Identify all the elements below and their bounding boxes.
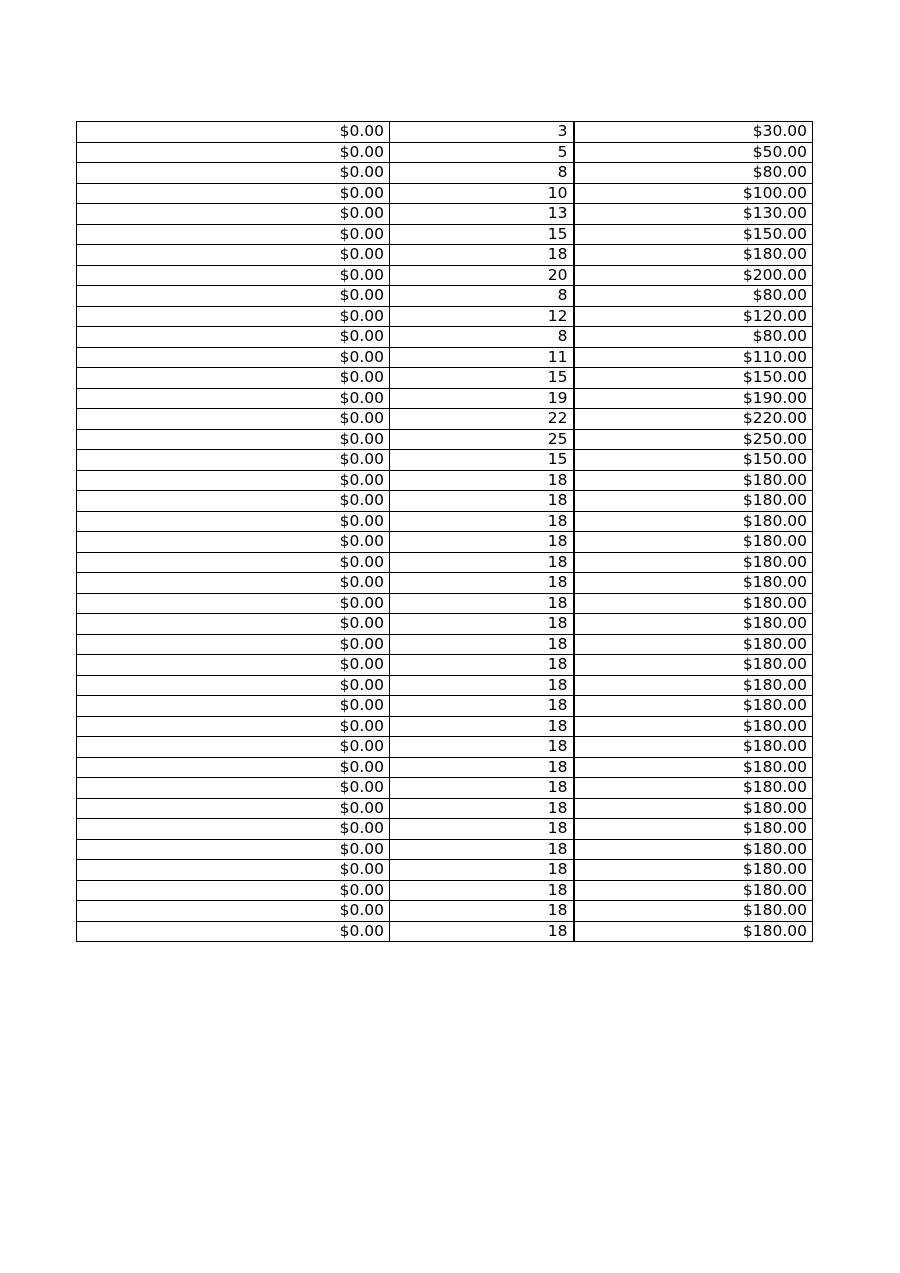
table-row [77, 122, 813, 143]
total-cell: $190.00 [574, 388, 813, 409]
unit-price-cell: $0.00 [77, 737, 390, 758]
total-cell: $120.00 [574, 306, 813, 327]
quantity-cell: 18 [390, 860, 574, 881]
quantity-cell: 18 [390, 634, 574, 655]
unit-price-cell: $0.00 [77, 757, 390, 778]
quantity-cell: 18 [390, 819, 574, 840]
total-cell: $180.00 [574, 634, 813, 655]
quantity-cell: 18 [390, 593, 574, 614]
total-cell: $180.00 [574, 716, 813, 737]
total-cell: $180.00 [574, 860, 813, 881]
quantity-cell: 18 [390, 901, 574, 922]
table-row [77, 573, 813, 594]
unit-price-cell: $0.00 [77, 778, 390, 799]
unit-price-cell: $0.00 [77, 696, 390, 717]
quantity-cell: 15 [390, 224, 574, 245]
total-cell: $100.00 [574, 183, 813, 204]
unit-price-cell: $0.00 [77, 921, 390, 942]
total-cell: $180.00 [574, 798, 813, 819]
table-row [77, 511, 813, 532]
table-row [77, 306, 813, 327]
quantity-cell: 18 [390, 675, 574, 696]
quantity-cell: 18 [390, 532, 574, 553]
quantity-cell: 18 [390, 757, 574, 778]
quantity-cell: 11 [390, 347, 574, 368]
table-row [77, 593, 813, 614]
quantity-cell: 10 [390, 183, 574, 204]
total-cell: $80.00 [574, 327, 813, 348]
table-row [77, 778, 813, 799]
unit-price-cell: $0.00 [77, 163, 390, 184]
unit-price-cell: $0.00 [77, 511, 390, 532]
table-row [77, 286, 813, 307]
quantity-cell: 18 [390, 573, 574, 594]
unit-price-cell: $0.00 [77, 573, 390, 594]
quantity-cell: 18 [390, 614, 574, 635]
total-cell: $50.00 [574, 142, 813, 163]
total-cell: $220.00 [574, 409, 813, 430]
unit-price-cell: $0.00 [77, 634, 390, 655]
quantity-cell: 12 [390, 306, 574, 327]
quantity-cell: 15 [390, 368, 574, 389]
total-cell: $110.00 [574, 347, 813, 368]
table-row [77, 450, 813, 471]
table-row [77, 347, 813, 368]
table-row [77, 388, 813, 409]
quantity-cell: 18 [390, 470, 574, 491]
unit-price-cell: $0.00 [77, 429, 390, 450]
total-cell: $180.00 [574, 696, 813, 717]
quantity-cell: 18 [390, 880, 574, 901]
unit-price-cell: $0.00 [77, 819, 390, 840]
unit-price-cell: $0.00 [77, 286, 390, 307]
total-cell: $180.00 [574, 675, 813, 696]
table-row [77, 737, 813, 758]
quantity-cell: 15 [390, 450, 574, 471]
table-row [77, 491, 813, 512]
table-row [77, 245, 813, 266]
total-cell: $180.00 [574, 778, 813, 799]
total-cell: $180.00 [574, 491, 813, 512]
unit-price-cell: $0.00 [77, 614, 390, 635]
table-row [77, 634, 813, 655]
unit-price-cell: $0.00 [77, 901, 390, 922]
spreadsheet-table [76, 121, 813, 942]
total-cell: $130.00 [574, 204, 813, 225]
total-cell: $180.00 [574, 880, 813, 901]
table-row [77, 880, 813, 901]
quantity-cell: 8 [390, 327, 574, 348]
quantity-cell: 20 [390, 265, 574, 286]
total-cell: $180.00 [574, 470, 813, 491]
unit-price-cell: $0.00 [77, 552, 390, 573]
total-cell: $180.00 [574, 552, 813, 573]
table-row [77, 901, 813, 922]
total-cell: $80.00 [574, 286, 813, 307]
quantity-cell: 18 [390, 778, 574, 799]
unit-price-cell: $0.00 [77, 839, 390, 860]
total-cell: $30.00 [574, 122, 813, 143]
table-row [77, 409, 813, 430]
total-cell: $180.00 [574, 737, 813, 758]
quantity-cell: 19 [390, 388, 574, 409]
table-row [77, 819, 813, 840]
quantity-cell: 18 [390, 696, 574, 717]
quantity-cell: 18 [390, 245, 574, 266]
total-cell: $150.00 [574, 224, 813, 245]
table-row [77, 655, 813, 676]
total-cell: $180.00 [574, 511, 813, 532]
unit-price-cell: $0.00 [77, 716, 390, 737]
total-cell: $180.00 [574, 532, 813, 553]
quantity-cell: 18 [390, 491, 574, 512]
unit-price-cell: $0.00 [77, 204, 390, 225]
table-row [77, 163, 813, 184]
unit-price-cell: $0.00 [77, 593, 390, 614]
total-cell: $250.00 [574, 429, 813, 450]
quantity-cell: 8 [390, 163, 574, 184]
table-row [77, 183, 813, 204]
table-row [77, 142, 813, 163]
unit-price-cell: $0.00 [77, 860, 390, 881]
unit-price-cell: $0.00 [77, 368, 390, 389]
quantity-cell: 13 [390, 204, 574, 225]
total-cell: $80.00 [574, 163, 813, 184]
unit-price-cell: $0.00 [77, 655, 390, 676]
table-row [77, 716, 813, 737]
unit-price-cell: $0.00 [77, 491, 390, 512]
quantity-cell: 25 [390, 429, 574, 450]
total-cell: $180.00 [574, 614, 813, 635]
total-cell: $180.00 [574, 901, 813, 922]
unit-price-cell: $0.00 [77, 347, 390, 368]
unit-price-cell: $0.00 [77, 409, 390, 430]
table-row [77, 224, 813, 245]
total-cell: $150.00 [574, 450, 813, 471]
total-cell: $150.00 [574, 368, 813, 389]
unit-price-cell: $0.00 [77, 532, 390, 553]
quantity-cell: 5 [390, 142, 574, 163]
unit-price-cell: $0.00 [77, 183, 390, 204]
quantity-cell: 18 [390, 716, 574, 737]
total-cell: $180.00 [574, 655, 813, 676]
unit-price-cell: $0.00 [77, 798, 390, 819]
quantity-cell: 18 [390, 737, 574, 758]
total-cell: $180.00 [574, 839, 813, 860]
table-row [77, 470, 813, 491]
unit-price-cell: $0.00 [77, 675, 390, 696]
total-cell: $180.00 [574, 819, 813, 840]
table-row [77, 327, 813, 348]
total-cell: $180.00 [574, 921, 813, 942]
unit-price-cell: $0.00 [77, 122, 390, 143]
unit-price-cell: $0.00 [77, 880, 390, 901]
quantity-cell: 22 [390, 409, 574, 430]
table-row [77, 429, 813, 450]
table-row [77, 552, 813, 573]
unit-price-cell: $0.00 [77, 470, 390, 491]
total-cell: $180.00 [574, 593, 813, 614]
quantity-cell: 18 [390, 921, 574, 942]
table-row [77, 839, 813, 860]
table-row [77, 675, 813, 696]
table-row [77, 921, 813, 942]
table-body [77, 122, 813, 942]
table-row [77, 532, 813, 553]
table-row [77, 757, 813, 778]
unit-price-cell: $0.00 [77, 450, 390, 471]
table-row [77, 614, 813, 635]
table-row [77, 696, 813, 717]
total-cell: $180.00 [574, 245, 813, 266]
table-row [77, 368, 813, 389]
table-row [77, 798, 813, 819]
table-row [77, 265, 813, 286]
unit-price-cell: $0.00 [77, 142, 390, 163]
quantity-cell: 8 [390, 286, 574, 307]
unit-price-cell: $0.00 [77, 327, 390, 348]
unit-price-cell: $0.00 [77, 388, 390, 409]
total-cell: $180.00 [574, 573, 813, 594]
unit-price-cell: $0.00 [77, 224, 390, 245]
total-cell: $180.00 [574, 757, 813, 778]
quantity-cell: 18 [390, 511, 574, 532]
quantity-cell: 18 [390, 839, 574, 860]
total-cell: $200.00 [574, 265, 813, 286]
quantity-cell: 18 [390, 798, 574, 819]
unit-price-cell: $0.00 [77, 306, 390, 327]
quantity-cell: 3 [390, 122, 574, 143]
quantity-cell: 18 [390, 552, 574, 573]
unit-price-cell: $0.00 [77, 245, 390, 266]
quantity-cell: 18 [390, 655, 574, 676]
table-row [77, 860, 813, 881]
unit-price-cell: $0.00 [77, 265, 390, 286]
table-row [77, 204, 813, 225]
